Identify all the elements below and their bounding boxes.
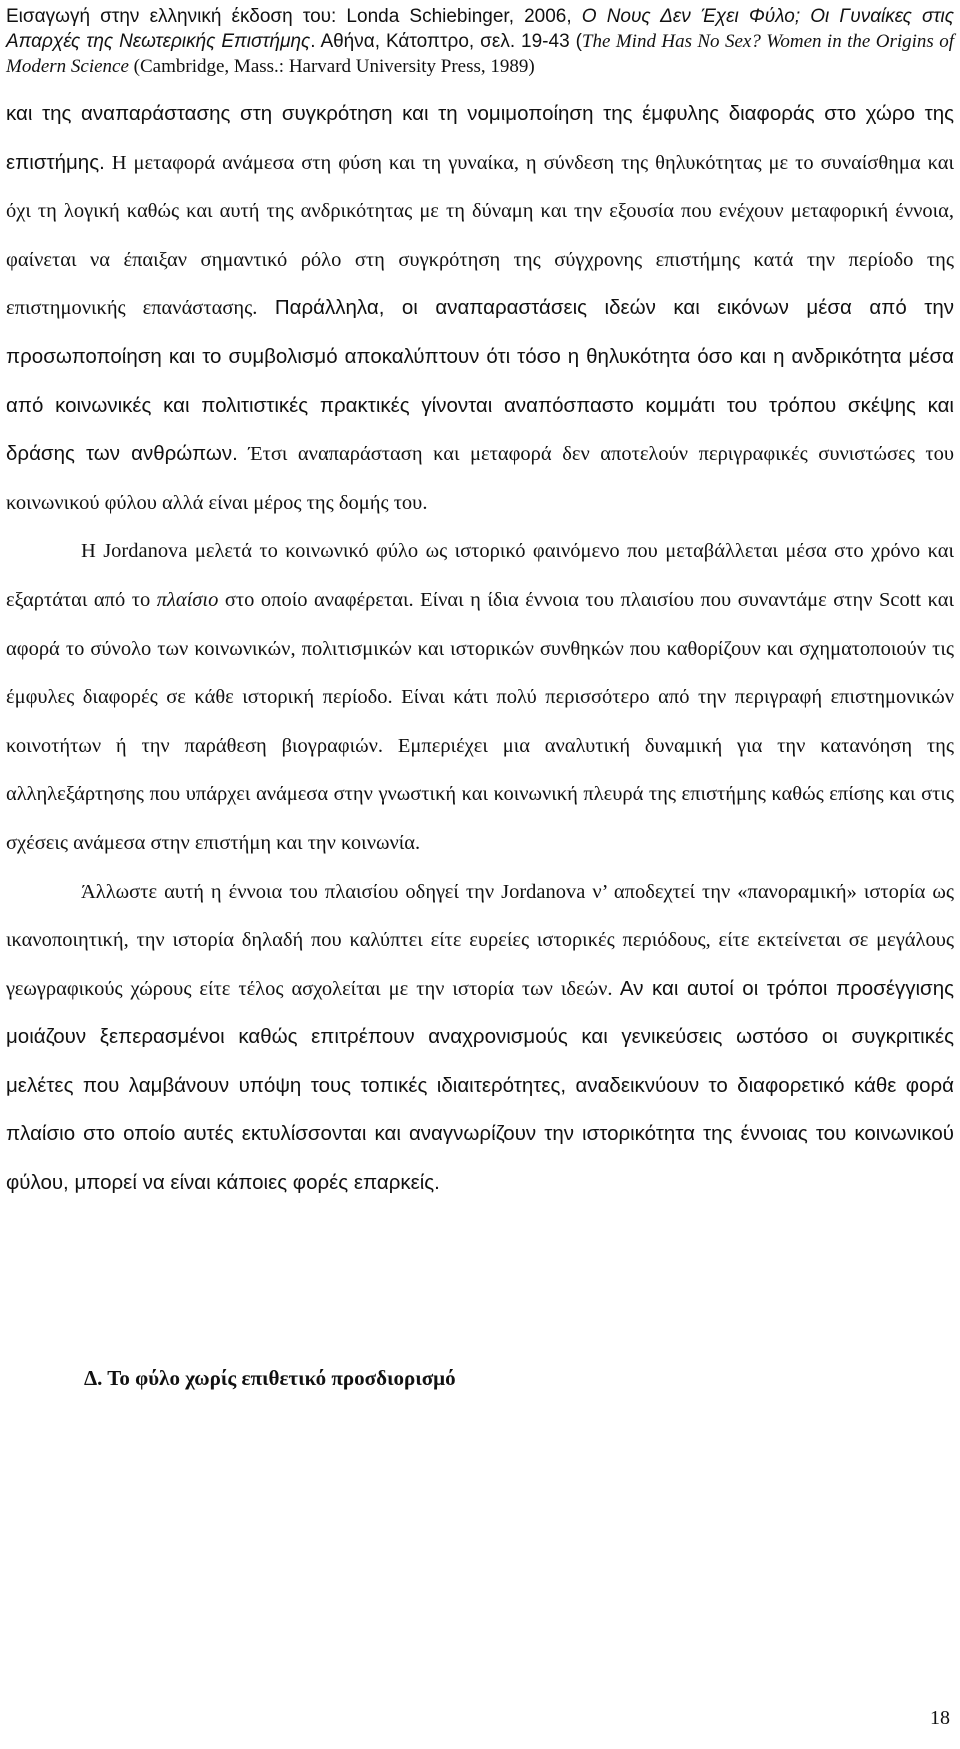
- paragraph-2-after: στο οποίο αναφέρεται. Είναι η ίδια έννοια του πλαισίου που συναντάμε στην Scott και αφορά το σύνολο των κοινωνικών, πολιτισμικών και ιστορικών συνθηκών που καθορίζουν και σχηματοποιούν τις έμφυλες διαφορές σε κάθε ιστορική περίοδο. Είναι κάτι πολύ περισσότερο από την περιγραφή επιστημονικών κοινοτήτων ή την παράθεση βιογραφιών. Εμπεριέχει μια αναλυτική δυναμική για την κατανόηση της αλληλεξάρτησης που υπάρχει ανάμεσα στην γνωστική και κοινωνική πλευρά της επιστήμης καθώς επίσης και στις σχέσεις ανάμεσα στην επιστήμη και την κοινωνία.: [6, 588, 955, 854]
- paragraph-3-sentence-1: Άλλωστε αυτή η έννοια του πλαισίου οδηγεί την Jordanova ν’ αποδεχτεί την «πανοραμική» ιστορία ως ικανοποιητική, την ιστορία δηλαδή που καλύπτει είτε ευρείες ιστορικές περιόδους, είτε εκτείνεται σε μεγάλους γεωγραφικούς χώρους είτε τέλος ασχολείται με την ιστορία των ιδεών.: [6, 880, 954, 1000]
- paragraph-2-italic-term: πλαίσιο: [156, 588, 219, 611]
- paragraph-1-sentence-4: Έτσι αναπαράσταση και μεταφορά δεν αποτελούν περιγραφικές συνιστώσες του κοινωνικού φύλου αλλά είναι μέρος της δομής του.: [6, 443, 954, 514]
- paragraph-3-sentence-2: Αν και αυτοί οι τρόποι προσέγγισης μοιάζουν ξεπερασμένοι καθώς επιτρέπουν αναχρονισμούς και γενικεύσεις ωστόσο οι συγκριτικές μελέτες που λαμβάνουν υπόψη τους τοπικές ιδιαιτερότητες, αναδεικνύουν το διαφορετικό κάθε φορά πλαίσιο στο οποίο αυτές εκτυλίσσονται και αναγνωρίζουν την ιστορικότητα της έννοιας του κοινωνικού φύλου, μπορεί να είναι κάποιες φορές επαρκείς.: [6, 976, 954, 1195]
- paragraph-2: [6, 527, 954, 867]
- section-heading: Δ. Το φύλο χωρίς επιθετικό προσδιορισμό: [84, 1366, 456, 1390]
- page-number: 18: [930, 1707, 950, 1729]
- paragraph-1-sentence-1: και της αναπαράστασης στη συγκρότηση και τη νομιμοποίηση της έμφυλης διαφοράς στο χώρο της επιστήμης.: [6, 102, 954, 174]
- body-text: [6, 90, 954, 1208]
- paragraph-1-sentence-2: Η μεταφορά ανάμεσα στη φύση και τη γυναίκα, η σύνδεση της θηλυκότητας με το συναίσθημα και όχι τη λογική καθώς και αυτή της ανδρικότητας με τη δύναμη και την εξουσία που ενέχουν μεταφορική έννοια, φαίνεται να έπαιξαν σημαντικό ρόλο στη συγκρότηση της σύγχρονης επιστήμης κατά την περίοδο της επιστημονικής επανάστασης.: [6, 151, 954, 320]
- source-citation: [6, 4, 954, 79]
- paragraph-1: [6, 90, 954, 527]
- paragraph-3: [6, 868, 954, 1208]
- citation-greek-title: Ο Νους Δεν Έχει Φύλο; Οι Γυναίκες στις Απαρχές της Νεωτερικής Επιστήμης: [6, 6, 954, 52]
- citation-original-publisher: (Cambridge, Mass.: Harvard University Press, 1989): [128, 56, 535, 77]
- citation-intro: Εισαγωγή στην ελληνική έκδοση του: Londa Schiebinger, 2006,: [6, 6, 582, 27]
- paragraph-1-sentence-3: Παράλληλα, οι αναπαραστάσεις ιδεών και εικόνων μέσα από την προσωποποίηση και το συμβολισμό αποκαλύπτουν ότι τόσο η θηλυκότητα όσο και η ανδρικότητα μέσα από κοινωνικές και πολιτιστικές πρακτικές γίνονται αναπόσπαστο κομμάτι του τρόπου σκέψης και δράσης των ανθρώπων.: [6, 296, 954, 466]
- citation-publisher: . Αθήνα, Κάτοπτρο, σελ. 19-43 (: [310, 31, 582, 52]
- citation-original-title: The Mind Has No Sex? Women in the Origins of Modern Science: [6, 31, 954, 77]
- paragraph-2-before: Η Jordanova μελετά το κοινωνικό φύλο ως ιστορικό φαινόμενο που μεταβάλλεται μέσα στο χρόνο και εξαρτάται από το: [6, 540, 954, 611]
